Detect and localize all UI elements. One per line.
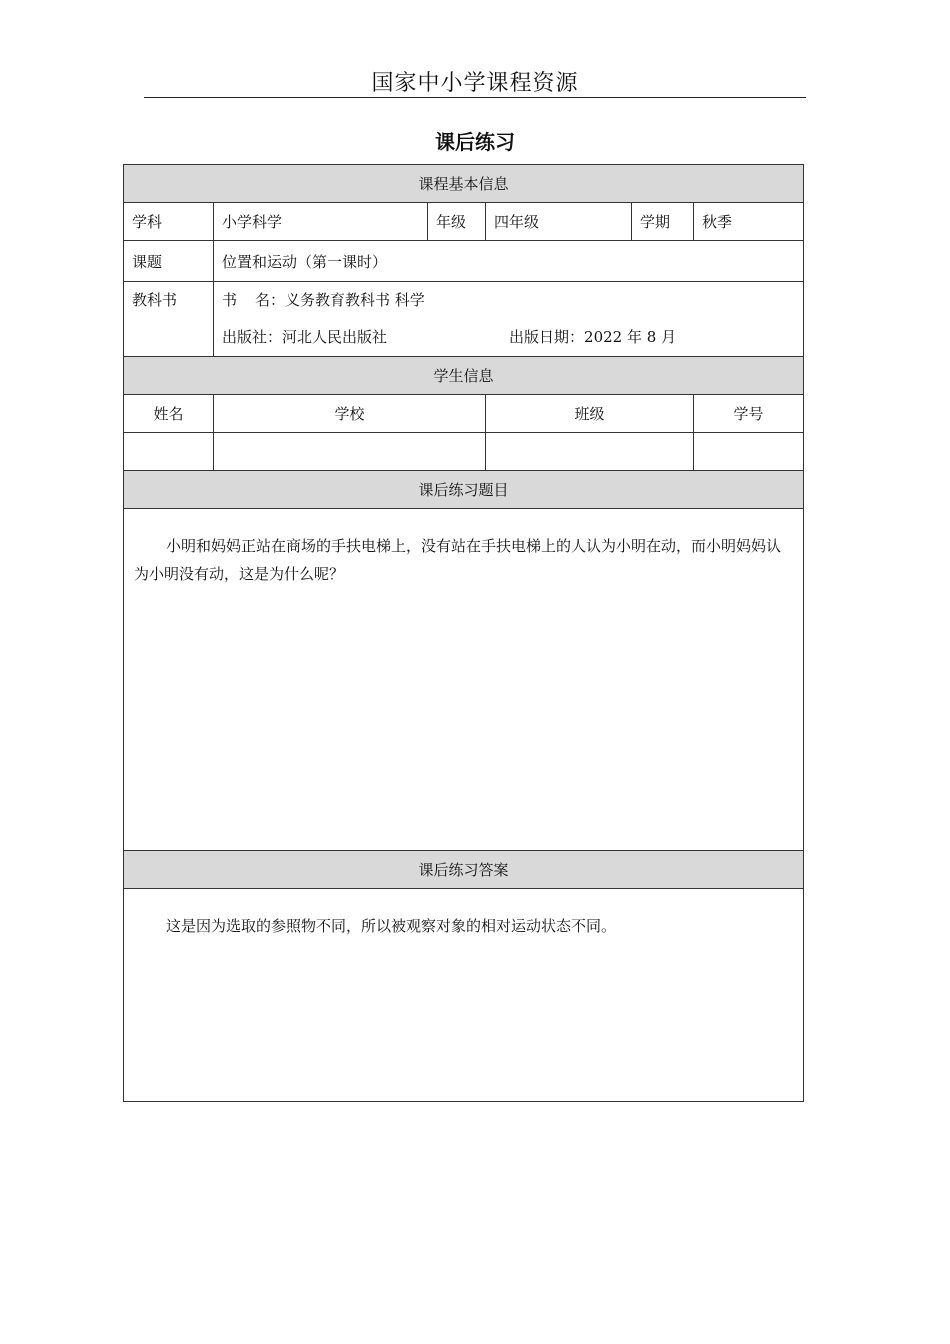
pub-date-value: 2022 年 8 月 xyxy=(584,328,677,346)
exercise-body xyxy=(124,509,804,851)
course-info-row-textbook xyxy=(124,282,804,357)
subject-value: 小学科学 xyxy=(214,203,428,241)
answer-text: 这是因为选取的参照物不同，所以被观察对象的相对运动状态不同。 xyxy=(166,917,617,935)
grade-label: 年级 xyxy=(428,203,486,241)
textbook-label: 教科书 xyxy=(132,291,178,309)
exercise-question: 小明和妈妈正站在商场的手扶电梯上，没有站在手扶电梯上的人认为小明在动，而小明妈妈认为小明没有动，这是为什么呢？ xyxy=(134,537,782,583)
topic-label: 课题 xyxy=(124,241,214,282)
header-divider xyxy=(144,97,806,98)
page-header-title: 国家中小学课程资源 xyxy=(371,71,579,96)
course-info-section-header: 课程基本信息 xyxy=(124,165,804,203)
answer-body xyxy=(124,889,804,1102)
student-name-header: 姓名 xyxy=(124,395,214,433)
textbook-details xyxy=(214,282,804,357)
exercise-section-header: 课后练习题目 xyxy=(124,471,804,509)
answer-section-header: 课后练习答案 xyxy=(124,851,804,889)
publisher-label: 出版社： xyxy=(222,328,283,346)
student-id-header: 学号 xyxy=(694,395,804,433)
term-value: 秋季 xyxy=(694,203,804,241)
student-name-cell[interactable] xyxy=(124,433,214,471)
student-id-cell[interactable] xyxy=(694,433,804,471)
student-info-input-row xyxy=(124,433,804,471)
textbook-label-cell xyxy=(124,282,214,357)
book-name-value: 义务教育教科书 科学 xyxy=(285,291,425,309)
student-school-header: 学校 xyxy=(214,395,486,433)
worksheet-table xyxy=(123,164,804,1102)
student-class-cell[interactable] xyxy=(486,433,694,471)
book-name-line xyxy=(222,282,795,319)
book-name-label: 书 xyxy=(222,291,238,309)
student-info-section-header: 学生信息 xyxy=(124,357,804,395)
document-title: 课后练习 xyxy=(435,130,515,154)
subject-label: 学科 xyxy=(124,203,214,241)
course-info-row-subject xyxy=(124,203,804,241)
publisher-value: 河北人民出版社 xyxy=(282,328,388,346)
student-info-header-row xyxy=(124,395,804,433)
term-label: 学期 xyxy=(632,203,694,241)
course-info-row-topic xyxy=(124,241,804,282)
student-class-header: 班级 xyxy=(486,395,694,433)
student-school-cell[interactable] xyxy=(214,433,486,471)
pub-date-label: 出版日期： xyxy=(509,328,585,346)
publisher-line xyxy=(222,319,795,356)
book-name-label-tail: 名： xyxy=(255,291,286,309)
topic-value: 位置和运动（第一课时） xyxy=(214,241,804,282)
grade-value: 四年级 xyxy=(486,203,632,241)
